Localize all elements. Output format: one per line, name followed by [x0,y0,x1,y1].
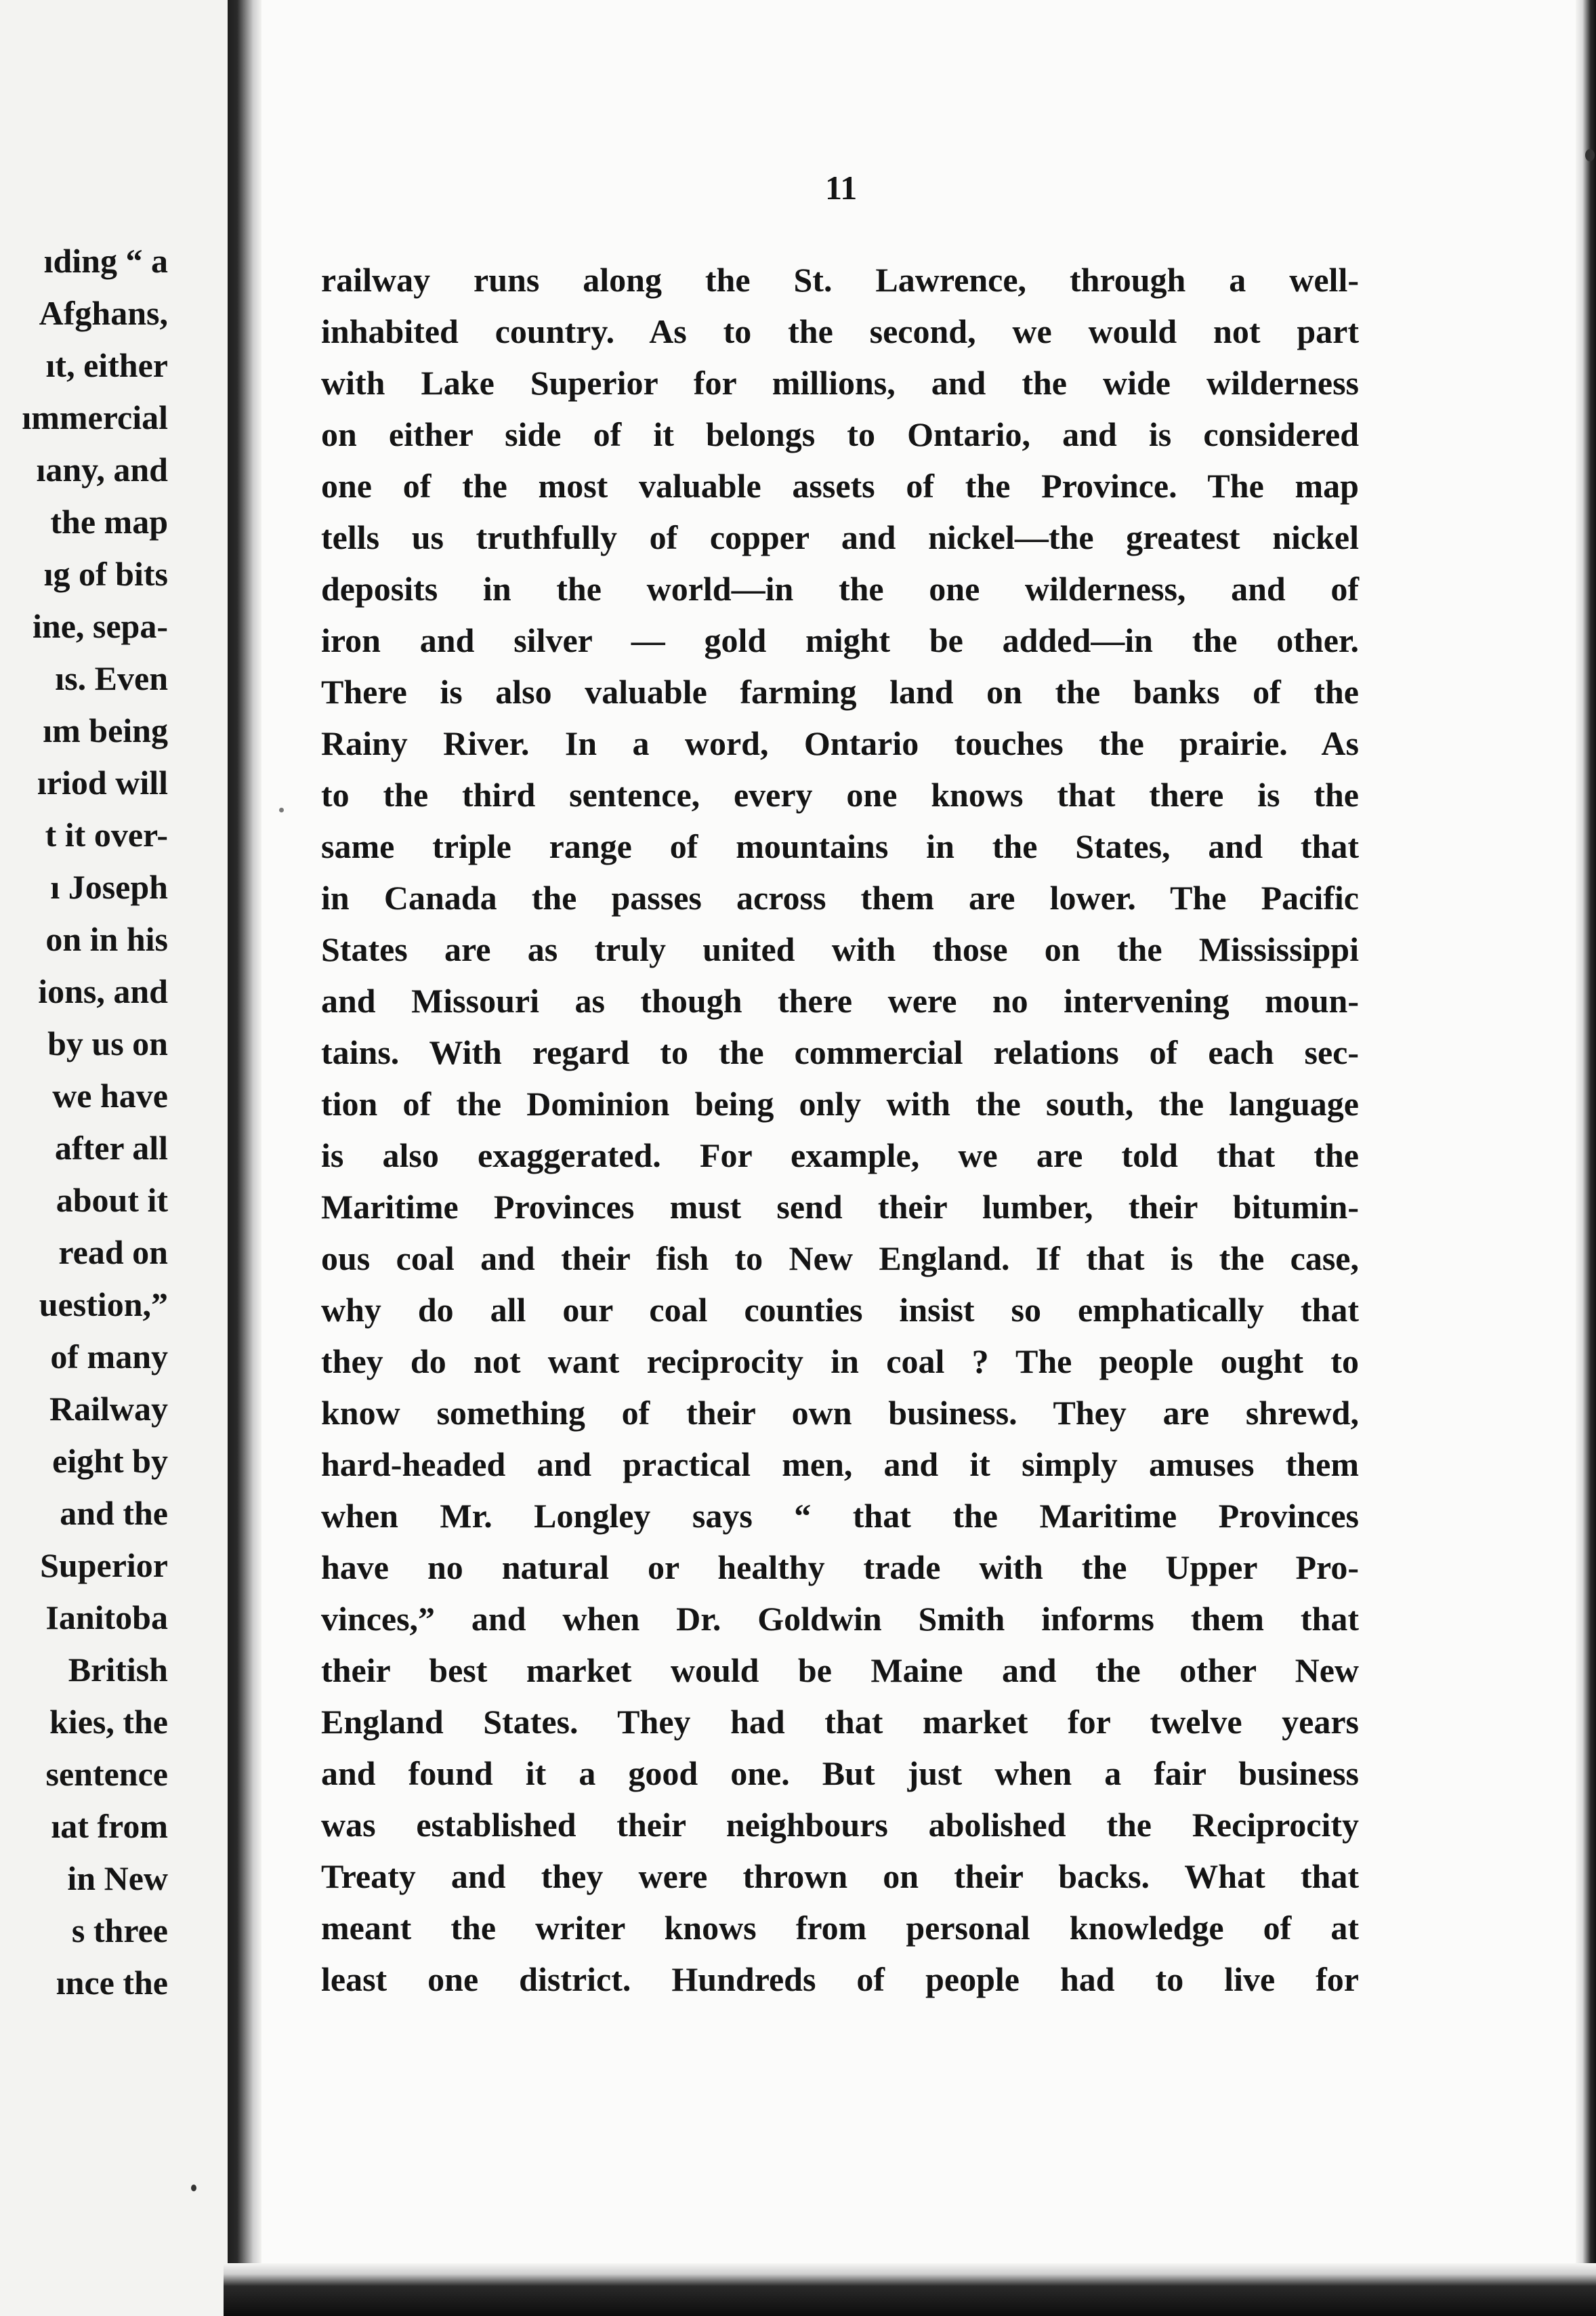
facing-page-line: ıat from [51,1807,168,1845]
text-line: iron and silver — gold might be added—in the other. [321,621,1359,659]
text-line: same triple range of mountains in the States, and that [321,827,1359,865]
text-line: hard-headed and practical men, and it simply amuses them [321,1445,1359,1483]
scan-speck [279,808,284,812]
scan-speck [1585,149,1595,161]
text-line: Maritime Provinces must send their lumber, their bitumin- [321,1188,1359,1226]
text-line: with Lake Superior for millions, and the wide wilderness [321,364,1359,402]
facing-page-line: t it over- [45,816,168,854]
text-line: in Canada the passes across them are lower. The Pacific [321,879,1359,917]
facing-page-line: ıg of bits [43,555,168,593]
text-line: tains. With regard to the commercial relations of each sec- [321,1033,1359,1071]
text-line: States are as truly united with those on the Mississippi [321,930,1359,968]
text-line: meant the writer knows from personal knowledge of at [321,1909,1359,1947]
text-line: have no natural or healthy trade with the Upper Pro- [321,1548,1359,1586]
facing-page-line: ı Joseph [50,868,168,906]
text-line: and Missouri as though there were no intervening moun- [321,982,1359,1020]
facing-page [0,0,230,2316]
facing-page-line: ım being [43,711,168,749]
facing-page-line: after all [54,1129,168,1167]
facing-page-line: and the [60,1494,168,1532]
facing-page-line: Ianitoba [45,1598,168,1636]
facing-page-line: ıriod will [37,764,168,802]
facing-page-line: ine, sepa- [33,607,168,645]
text-line: their best market would be Maine and the other New [321,1651,1359,1689]
facing-page-line: in New [67,1859,168,1897]
facing-page-line: kies, the [49,1703,168,1741]
facing-page-line: read on [58,1233,168,1271]
text-line: vinces,” and when Dr. Goldwin Smith informs them that [321,1600,1359,1638]
text-line: Treaty and they were thrown on their backs. What that [321,1857,1359,1895]
text-line: on either side of it belongs to Ontario, and is considered [321,415,1359,453]
text-line: least one district. Hundreds of people had to live for [321,1960,1359,1998]
facing-page-line: Afghans, [39,294,168,332]
text-line: inhabited country. As to the second, we would not part [321,312,1359,350]
text-line: was established their neighbours abolished the Reciprocity [321,1806,1359,1844]
facing-page-line: uestion,” [39,1285,168,1323]
text-line: and found it a good one. But just when a fair business [321,1754,1359,1792]
text-line: deposits in the world—in the one wilderness, and of [321,570,1359,608]
facing-page-line: we have [52,1077,168,1115]
facing-page-line: ımmercial [22,398,168,436]
text-line: England States. They had that market for twelve years [321,1703,1359,1741]
text-line: ous coal and their fish to New England. If that is the case, [321,1239,1359,1277]
facing-page-line: the map [50,503,168,541]
page-edge-bottom [224,2263,1596,2316]
page-edge-right [1576,0,1596,2316]
facing-page-line: Railway [49,1390,168,1428]
facing-page-line: ıding “ a [43,242,168,280]
text-line: they do not want reciprocity in coal ? The people ought to [321,1342,1359,1380]
facing-page-line: ions, and [38,972,168,1010]
scan-speck [191,2185,196,2191]
book-gutter [228,0,261,2316]
text-line: one of the most valuable assets of the Province. The map [321,467,1359,505]
text-line: to the third sentence, every one knows that there is the [321,776,1359,814]
page-number: 11 [825,169,858,207]
facing-page-line: ıt, either [45,346,168,384]
facing-page-line: ıs. Even [55,659,168,697]
facing-page-line: eight by [52,1442,168,1480]
text-line: railway runs along the St. Lawrence, through a well- [321,261,1359,299]
facing-page-line: ınce the [56,1964,168,2002]
facing-page-line: by us on [47,1025,168,1062]
facing-page-line: of many [50,1338,168,1376]
text-line: tion of the Dominion being only with the south, the language [321,1085,1359,1123]
text-line: There is also valuable farming land on the banks of the [321,673,1359,711]
text-line: is also exaggerated. For example, we are told that the [321,1136,1359,1174]
facing-page-line: on in his [45,920,168,958]
facing-page-line: ıany, and [36,451,168,489]
facing-page-line: sentence [45,1755,168,1793]
text-line: when Mr. Longley says “ that the Maritime Provinces [321,1497,1359,1535]
text-line: why do all our coal counties insist so emphatically that [321,1291,1359,1329]
text-line: Rainy River. In a word, Ontario touches the prairie. As [321,724,1359,762]
facing-page-line: s three [71,1911,168,1949]
facing-page-line: Superior [40,1546,168,1584]
facing-page-line: British [68,1651,168,1689]
text-line: tells us truthfully of copper and nickel—the greatest nickel [321,518,1359,556]
text-line: know something of their own business. They are shrewd, [321,1394,1359,1432]
facing-page-line: about it [56,1181,168,1219]
